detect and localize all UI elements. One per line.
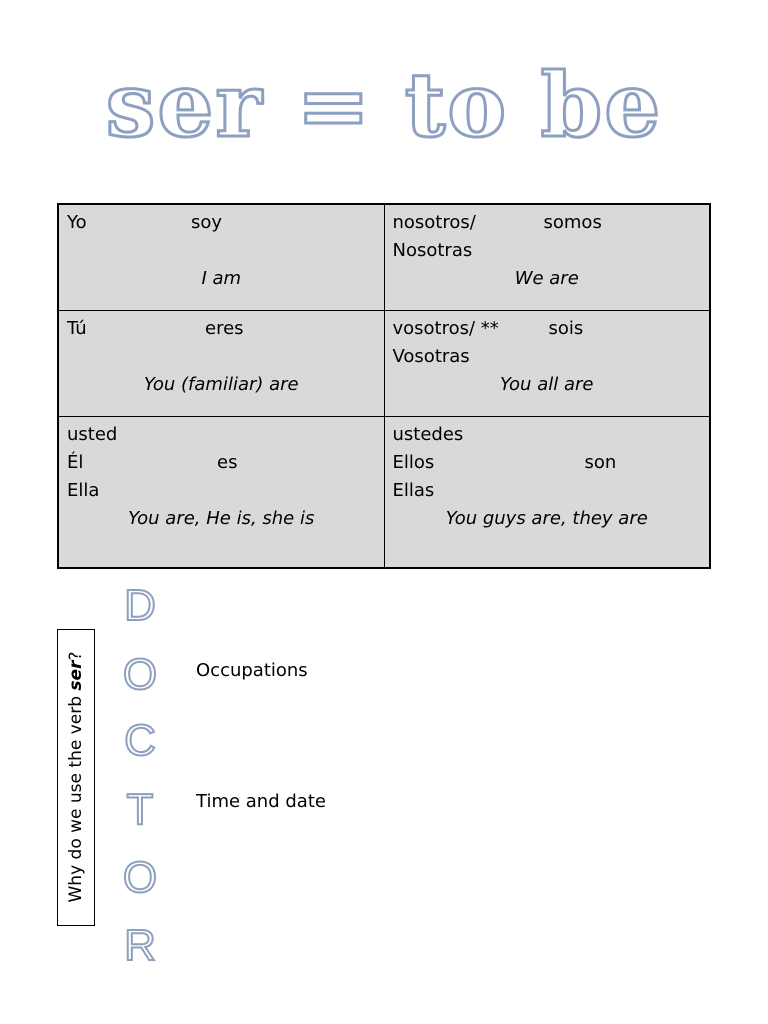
doctor-letter-c: C bbox=[124, 716, 156, 765]
reason-occupations: Occupations bbox=[196, 660, 308, 681]
doctor-letter-o2: O bbox=[122, 853, 158, 902]
pronoun: Vosotras bbox=[392, 346, 470, 367]
table-row bbox=[58, 311, 710, 417]
pronoun: Ella bbox=[67, 480, 100, 501]
verb-form: sois bbox=[548, 318, 584, 339]
pronoun: Él bbox=[67, 452, 84, 473]
translation: You (familiar) are bbox=[143, 374, 299, 395]
cell-ustedes bbox=[384, 417, 710, 569]
conjugation-table bbox=[57, 203, 711, 569]
doctor-letter-o: O bbox=[122, 650, 158, 699]
cell-vosotros bbox=[384, 311, 710, 417]
cell-nosotros bbox=[384, 204, 710, 311]
verb-form: somos bbox=[543, 212, 602, 233]
table-row bbox=[58, 204, 710, 311]
page-title: ser = to be bbox=[105, 53, 663, 157]
pronoun: vosotros/ ** bbox=[392, 318, 499, 339]
verb-form: es bbox=[217, 452, 238, 473]
verb-form: soy bbox=[191, 212, 223, 233]
table-row bbox=[58, 417, 710, 569]
reason-time-date: Time and date bbox=[196, 791, 326, 812]
pronoun: Ellas bbox=[392, 480, 435, 501]
translation: You are, He is, she is bbox=[128, 508, 315, 529]
doctor-letter-r: R bbox=[124, 921, 156, 970]
verb-form: eres bbox=[205, 318, 244, 339]
verb-form: son bbox=[584, 452, 617, 473]
pronoun: ustedes bbox=[392, 424, 464, 445]
translation: You all are bbox=[500, 374, 594, 395]
translation: I am bbox=[201, 268, 242, 289]
translation: You guys are, they are bbox=[445, 508, 648, 529]
cell-tu bbox=[58, 311, 384, 417]
pronoun: Ellos bbox=[392, 452, 435, 473]
pronoun: Yo bbox=[67, 212, 87, 233]
doctor-letter-t: T bbox=[126, 785, 154, 834]
pronoun: Tú bbox=[67, 318, 87, 339]
cell-usted bbox=[58, 417, 384, 569]
doctor-letter-d: D bbox=[124, 581, 156, 630]
sidebar-question: Why do we use the verb ser? bbox=[66, 651, 86, 903]
translation: We are bbox=[514, 268, 579, 289]
pronoun: Nosotras bbox=[392, 240, 473, 261]
cell-yo bbox=[58, 204, 384, 311]
pronoun: usted bbox=[67, 424, 118, 445]
pronoun: nosotros/ bbox=[392, 212, 476, 233]
